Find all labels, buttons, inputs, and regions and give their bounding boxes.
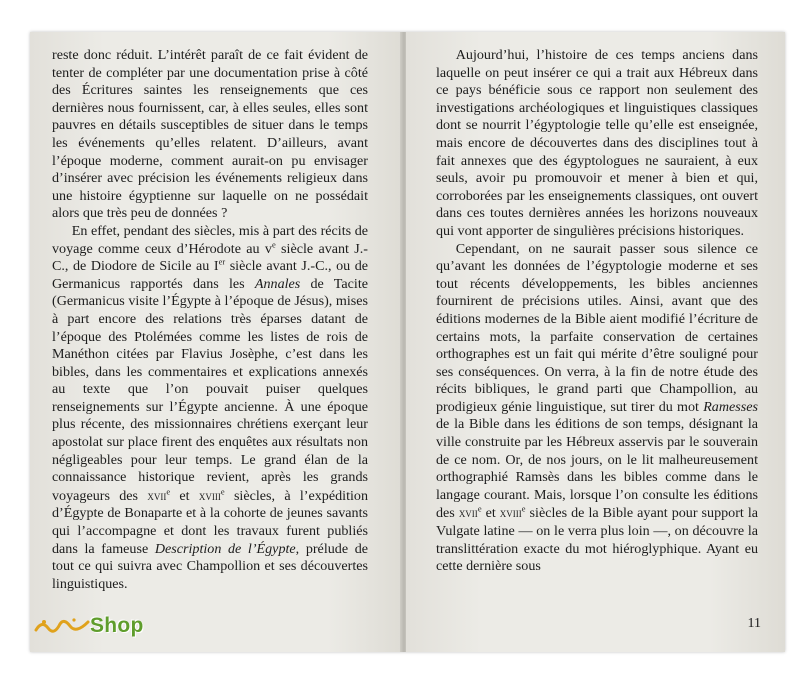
paragraph (52, 47, 368, 223)
text-run: er (218, 256, 226, 267)
text-run: e (271, 238, 276, 249)
text-run: Annales (254, 275, 301, 292)
right-page (406, 32, 785, 652)
text-run: Ramesses (703, 398, 758, 415)
paragraph (436, 47, 758, 241)
text-run: de la Bible dans les éditions de son temps, désignant la ville construite par les Hébreux asservis par le souverain de ce nom. Or, de nos jours, on le lit malheureusement orthographié Ramsès dans les bibles comme dans le langage courant. Mais, lorsque l’on consulte les éditions des (436, 416, 758, 522)
text-run: e (220, 486, 225, 497)
text-run: et (170, 487, 199, 504)
paragraph (436, 241, 758, 576)
text-run: xvii (147, 487, 167, 503)
book-spread (30, 32, 785, 652)
paragraph (52, 223, 368, 593)
right-page-text (436, 47, 758, 576)
left-page-text (52, 47, 368, 593)
text-run: siècle avant J.-C., de Diodore de Sicile au I (52, 240, 369, 275)
shop-logo (34, 612, 164, 646)
text-run: et (481, 505, 500, 522)
swoosh-logo-icon (34, 616, 90, 640)
text-run: e (166, 486, 171, 497)
text-run: xviii (499, 505, 522, 521)
text-run: reste donc réduit. L’intérêt paraît de ce fait évident de tenter de compléter par une documentation prise à côté des Écritures saintes les renseignements que ces dernières nous fournissent, car, à elles seules, elles sont pauvres en détails susceptibles de situer dans le temps les événements qu’elles relatent. D’ailleurs, avant l’époque moderne, comment aurait-on pu envisager d’insérer avec précision les événements religieux dans une histoire égyptienne sur laquelle on ne possédait alors que très peu de données ? (52, 47, 368, 222)
text-run: Aujourd’hui, l’histoire de ces temps anciens dans laquelle on peut insérer ce qui a trait aux Hébreux dans ce pays bénéficie sous ce rapport non seulement des investigations archéologiques et linguistiques classiques dont se nourrit l’égyptologie telle qu’elle est enseignée, mais encore de découvertes dans des disciplines tout à fait annexes que des égyptologues ne sauraient, à eux seuls, avoir pu promouvoir et mener à bien et qui, corroborées par les enseignements classiques, ont ouvert dans ces toutes dernières années les horizons nouveaux qui vont apporter de singulières précisions historiques. (436, 47, 758, 239)
text-run: e (477, 503, 482, 514)
text-run: e (521, 503, 526, 514)
text-run: siècles de la Bible ayant pour support la Vulgate latine — on le verra plus loin —, on découvre la translittération exacte du mot hiéroglyphique. Ayant eu cette dernière sous (436, 505, 759, 575)
page-number: 11 (747, 616, 761, 631)
text-run: Description de l’Égypte (154, 540, 296, 557)
text-run: xvii (458, 505, 478, 521)
text-run: xviii (198, 487, 221, 503)
text-run: siècle avant J.-C., ou de Germanicus rapportés dans les (52, 258, 369, 292)
logo-text: Shop (90, 614, 144, 637)
text-run: , prélude de tout ce qui suivra avec Champollion et ses découvertes linguistiques. (52, 540, 369, 592)
text-run: Cependant, on ne saurait passer sous silence ce qu’avant les données de l’égyptologie moderne et ses tout récents développements, les bibles anciennes fournirent de précisions utiles. Ainsi, avant que des éditions modernes de la Bible aient modifié l’écriture de certains mots, la parfaite conservation de certaines orthographes est un fait qui mérite d’être souligné pour ses conséquences. On verra, à la fin de notre étude des récits bibliques, le grand parti que Champollion, au prodigieux génie linguistique, sut tirer du mot (436, 240, 758, 415)
text-run: de Tacite (Germanicus visite l’Égypte à l’époque de Jésus), mises à part encore des relations très éparses datant de l’époque des Ptolémées comme les listes de rois de Manéthon citées par Flavius Josèphe, c’est dans les bibles, dans les commentaires et explications annexés au texte que l’on pouvait puiser quelques renseignements sur l’Égypte ancienne. À une époque plus récente, des missionnaires chrétiens exerçant leur apostolat sur place firent des enquêtes aux résultats non négligeables pour leur temps. Le grand élan de la connaissance historique revient, après les grands voyageurs des (52, 275, 368, 504)
text-run: En effet, pendant des siècles, mis à part des récits de voyage comme ceux d’Hérodote au v (52, 222, 368, 257)
left-page (30, 32, 402, 652)
text-run: siècles, à l’expédition d’Égypte de Bonaparte et à la cohorte de jeunes savants qui l’accompagne et dont les travaux furent publiés dans la fameuse (52, 487, 368, 557)
